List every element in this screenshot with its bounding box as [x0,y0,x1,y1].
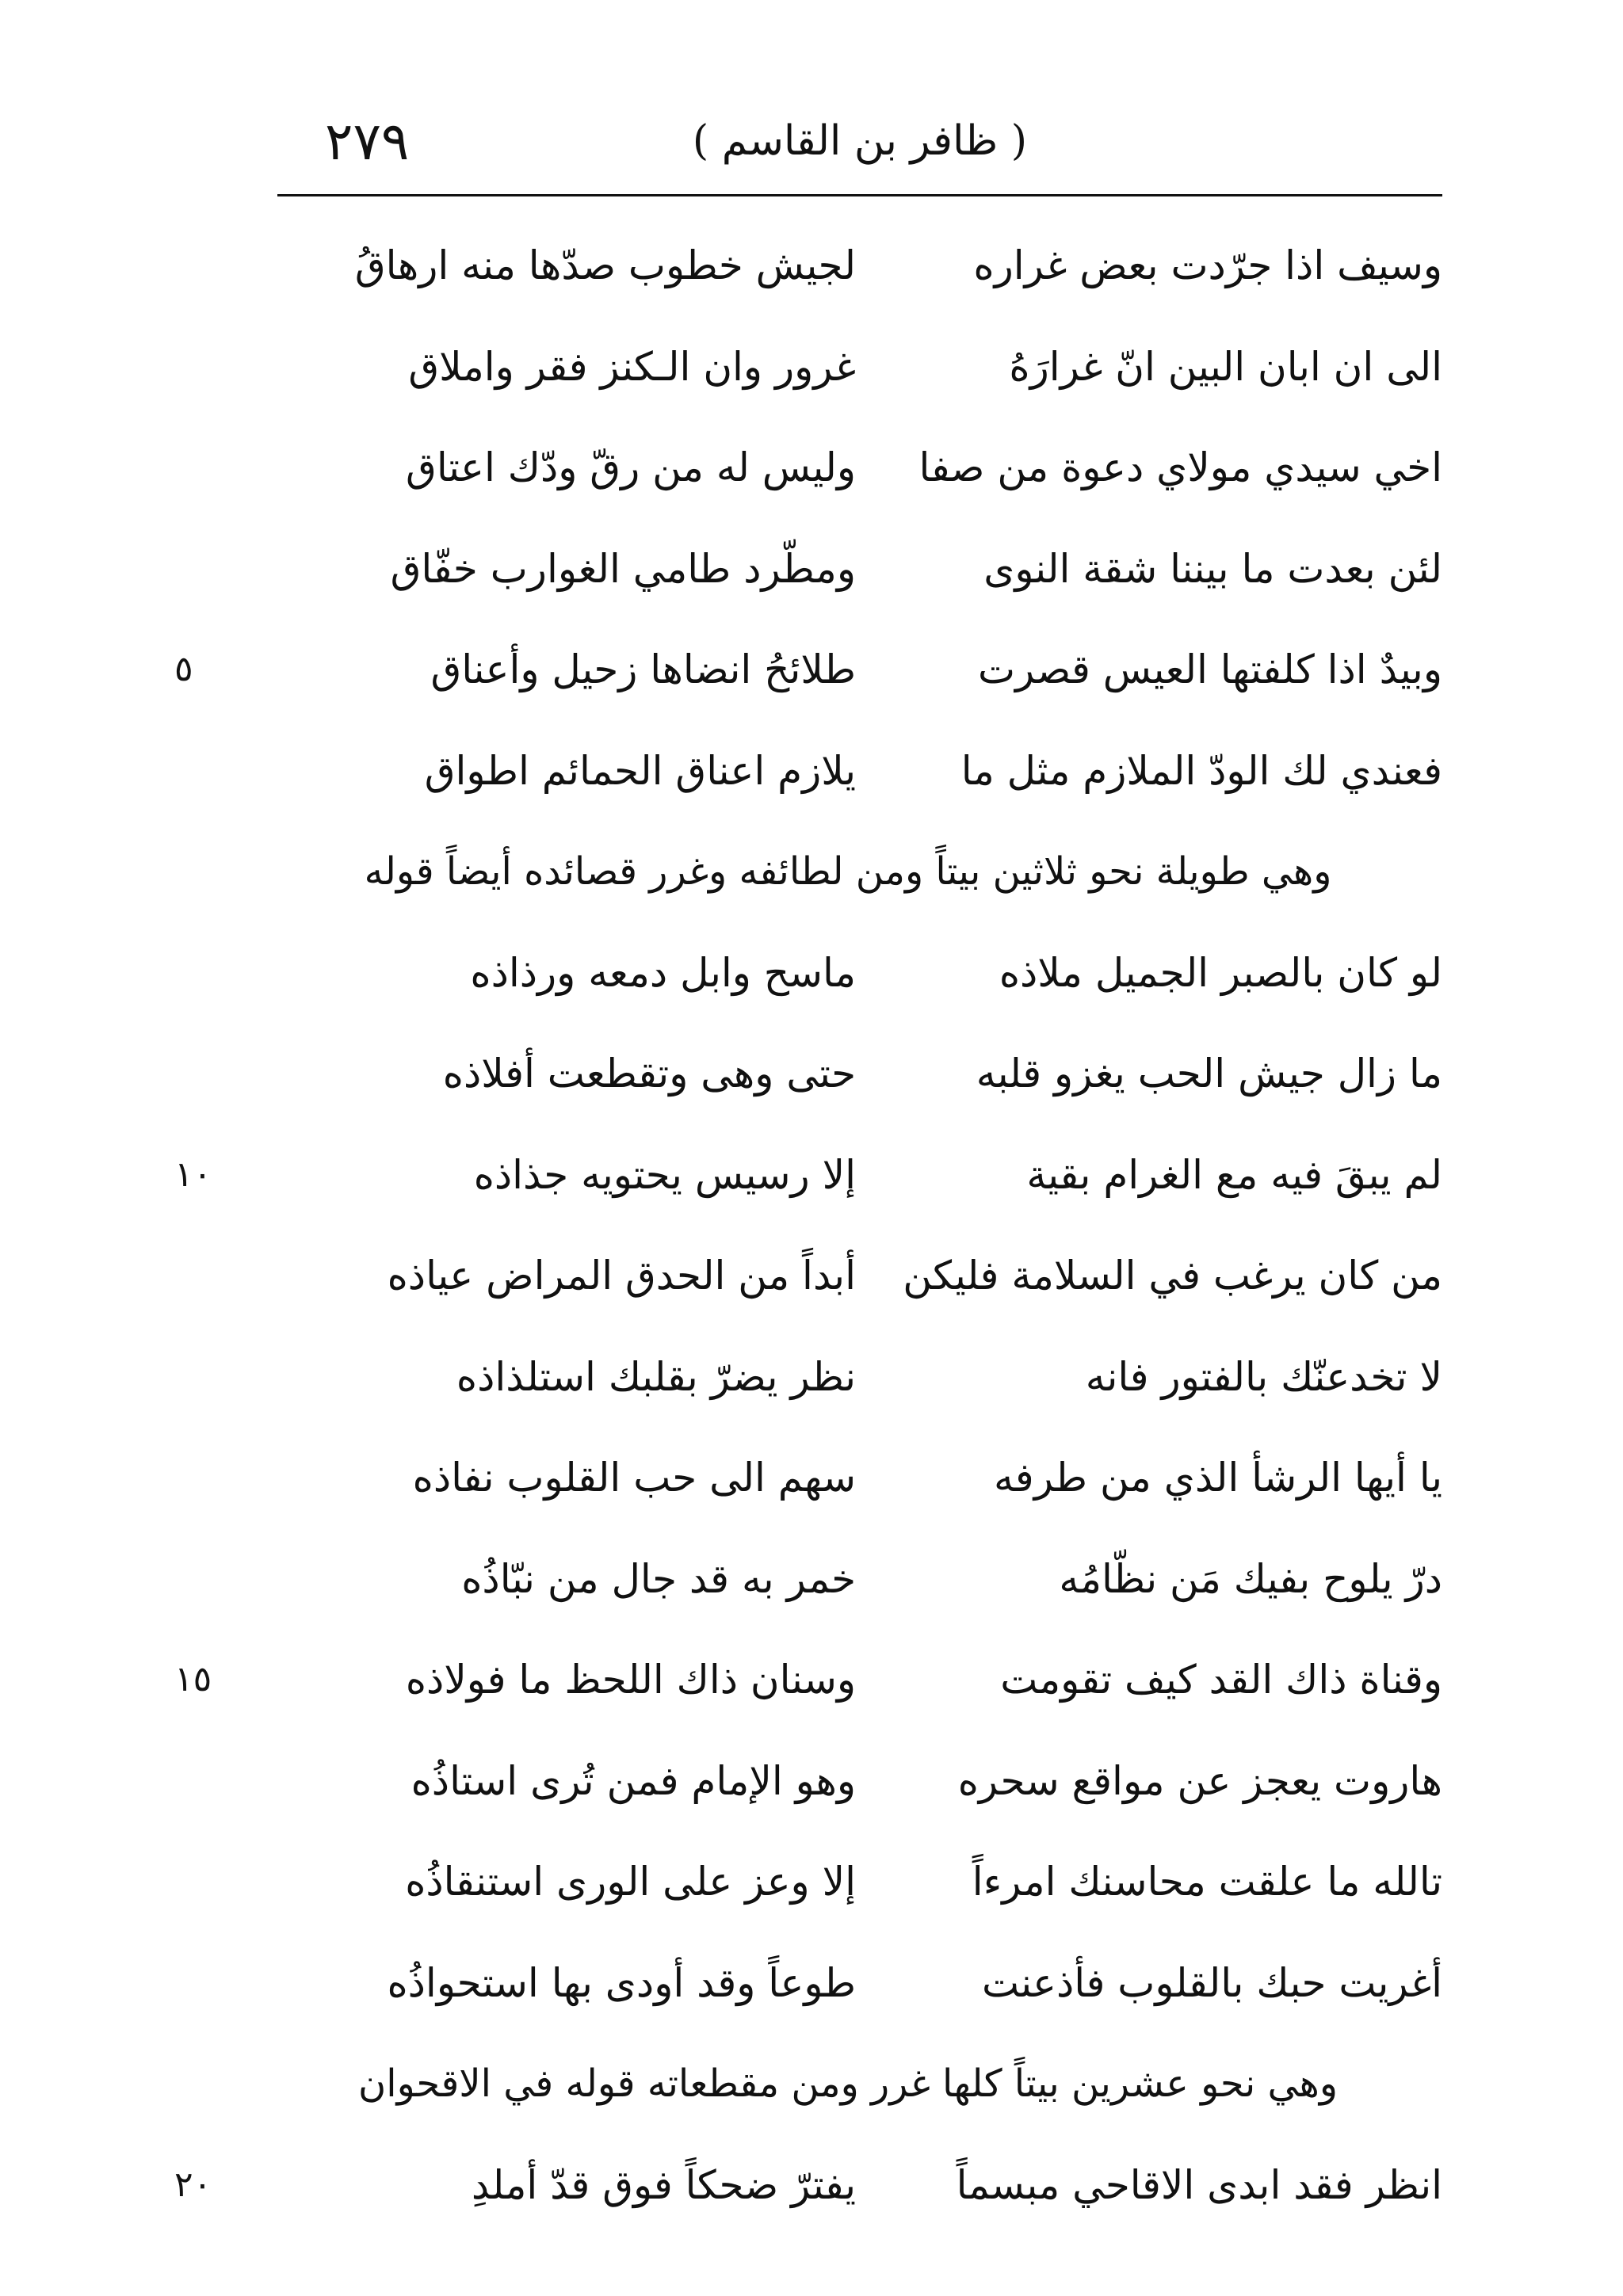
line-number: ٢٠ [174,2164,212,2205]
verse-line [238,1038,1458,1109]
second-hemistich: يلازم اعناق الحمائم اطواق [424,747,856,794]
verse-line [238,1543,1458,1615]
second-hemistich: وهو الإمام فمن تُرى استاذُه [411,1757,856,1804]
second-hemistich: ماسح وابل دمعه ورذاذه [470,949,856,996]
running-title: ( ظافر بن القاسم ) [692,117,1028,165]
first-hemistich: اخي سيدي مولاي دعوة من صفا [918,444,1442,490]
second-hemistich: نظر يضرّ بقلبك استلذاذه [456,1353,856,1400]
first-hemistich: الى ان ابان البين انّ غرارَهُ [1009,343,1442,390]
first-hemistich: وقناة ذاك القد كيف تقومت [1000,1657,1442,1703]
second-hemistich: إلا رسيس يحتويه جذاذه [473,1151,856,1198]
second-hemistich: طلائحُ انضاها زحيل وأعناق [430,646,856,692]
first-hemistich: يا أيها الرشأ الذي من طرفه [994,1455,1442,1501]
first-hemistich: من كان يرغب في السلامة فليكن [903,1253,1442,1299]
verse-line [238,1341,1458,1413]
verse-line [238,634,1458,705]
second-hemistich: ومطّرد طامي الغوارب خفّاق [390,545,856,592]
second-hemistich: وليس له من رقّ ودّك اعتاق [406,444,856,490]
verse-line [238,1139,1458,1211]
first-hemistich: وبيدٌ اذا كلفتها العيس قصرت [977,646,1442,692]
line-number: ١٥ [174,1659,212,1699]
first-hemistich: درّ يلوح بفيك مَن نظّامُه [1059,1555,1442,1602]
second-hemistich: سهم الى حب القلوب نفاذه [412,1455,856,1501]
second-hemistich: حتى وهى وتقطعت أفلاذه [442,1051,856,1097]
first-hemistich: أغريت حبك بالقلوب فأذعنت [981,1959,1442,2006]
verse-line [238,1442,1458,1513]
line-number: ١٠ [174,1154,212,1195]
first-hemistich: وسيف اذا جرّدت بعض غراره [973,242,1442,288]
verse-line [238,1745,1458,1817]
first-hemistich: انظر فقد ابدى الاقاحي مبسماً [956,2161,1442,2208]
first-hemistich: لا تخدعنّك بالفتور فانه [1085,1353,1442,1400]
verse-line [238,1240,1458,1311]
line-number: ٥ [174,649,193,689]
verse-line [238,432,1458,503]
second-hemistich: طوعاً وقد أودى بها استحواذُه [387,1959,856,2006]
prose-line: وهي نحو عشرين بيتاً كلها غرر ومن مقطعاته قوله في الاقحوان [357,2061,1338,2106]
first-hemistich: فعندي لك الودّ الملازم مثل ما [960,747,1442,794]
second-hemistich: غرور وان الـكنز فقر واملاق [408,343,856,390]
second-hemistich: يفترّ ضحكاً فوق قدّ أملدِ [471,2161,856,2208]
page-header [277,111,1442,190]
first-hemistich: تالله ما علقت محاسنك امرءاً [972,1859,1442,1905]
verse-line [238,230,1458,301]
second-hemistich: إلا وعز على الورى استنقاذُه [405,1859,856,1905]
first-hemistich: هاروت يعجز عن مواقع سحره [957,1757,1442,1804]
first-hemistich: لو كان بالصبر الجميل ملاذه [999,949,1442,996]
second-hemistich: خمر به قد جال من نبّاذُه [461,1555,856,1602]
first-hemistich: ما زال جيش الحب يغزو قلبه [976,1051,1442,1097]
header-rule [277,194,1442,196]
verse-line [238,1846,1458,1917]
first-hemistich: لم يبقَ فيه مع الغرام بقية [1026,1151,1442,1198]
verse-line [238,735,1458,807]
second-hemistich: لجيش خطوب صدّها منه ارهاقُ [354,242,856,288]
verse-line [238,2149,1458,2221]
verse-line [238,1947,1458,2019]
verse-line [238,937,1458,1009]
verse-line [238,1644,1458,1715]
first-hemistich: لئن بعدت ما بيننا شقة النوى [983,545,1442,592]
prose-line: وهي طويلة نحو ثلاثين بيتاً ومن لطائفه وغرر قصائده أيضاً قوله [364,849,1332,894]
page-number: ٢٧٩ [325,111,410,172]
verse-line [238,331,1458,402]
second-hemistich: وسنان ذاك اللحظ ما فولاذه [405,1657,856,1703]
second-hemistich: أبداً من الحدق المراض عياذه [387,1253,856,1299]
verse-line [238,533,1458,605]
